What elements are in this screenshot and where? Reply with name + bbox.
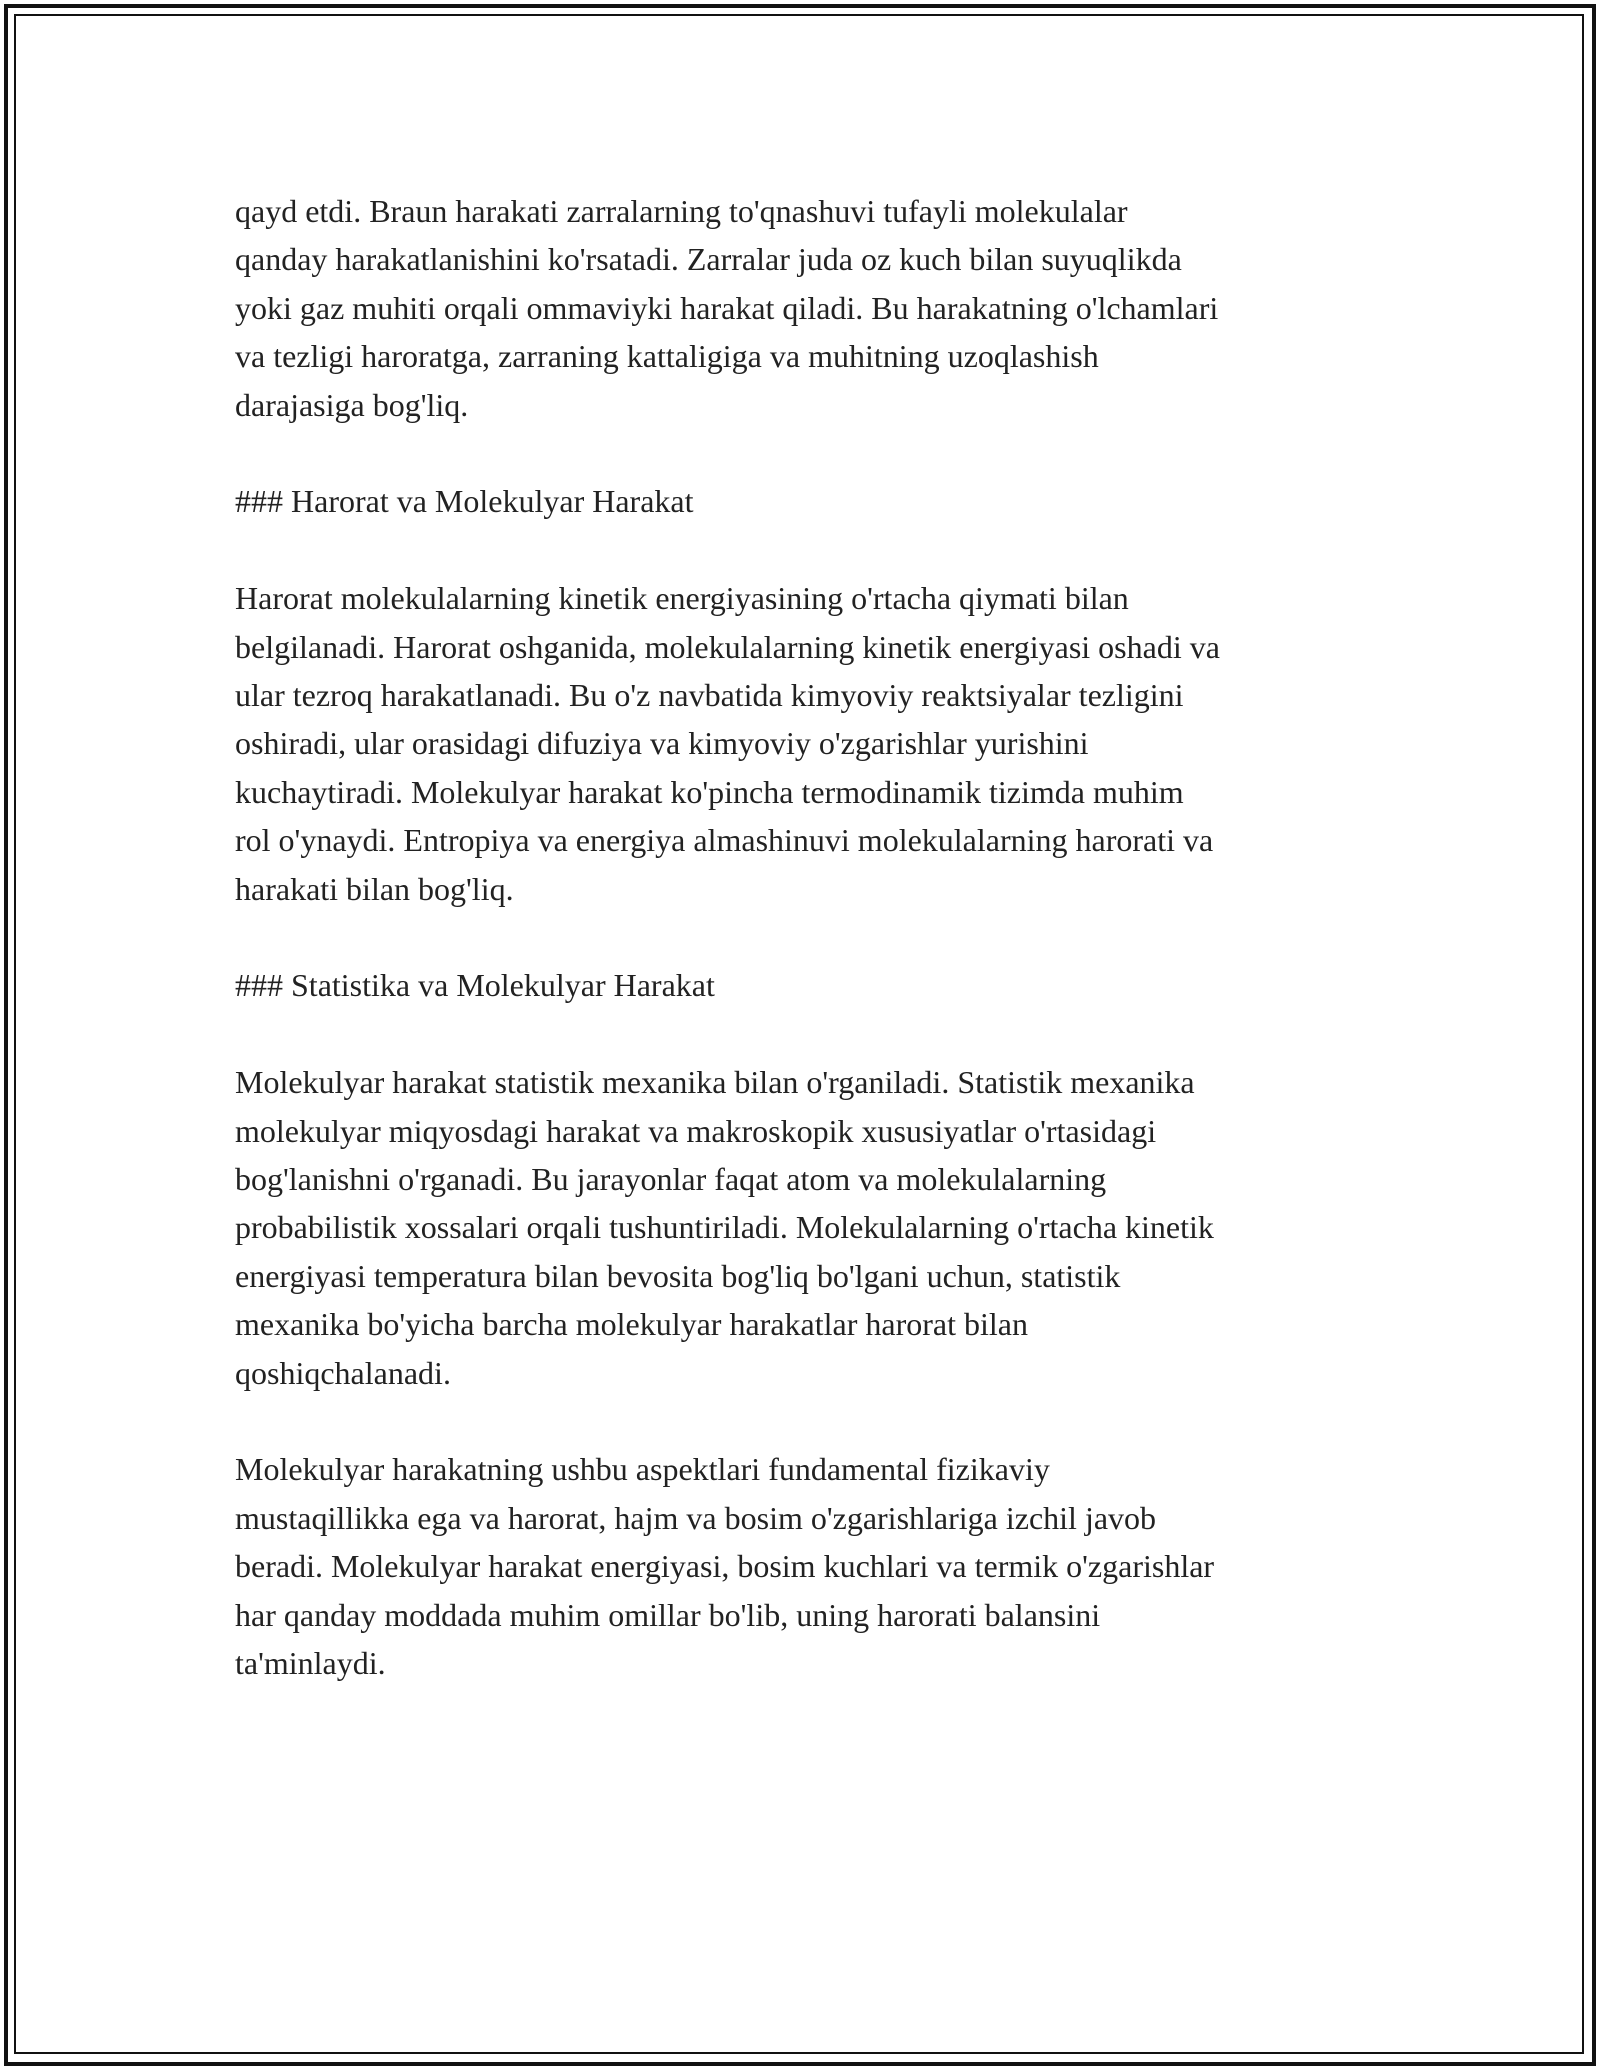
paragraph-temperature: Harorat molekulalarning kinetik energiyasining o'rtacha qiymati bilan belgilanadi. Harorat oshganida, molekulalarning kinetik energiyasi oshadi va ular tezroq harakatlanadi. Bu o'z navbatida kimyoviy reaktsiyalar tezligini oshiradi, ular orasidagi difuziya va kimyoviy o'zgarishlar yurishini kuchaytiradi. Molekulyar harakat ko'pincha termodinamik tizimda muhim rol o'ynaydi. Entropiya va energiya almashinuvi molekulalarning harorati va harakati bilan bog'liq. xyxy=(235,580,1220,907)
paragraph-gap xyxy=(235,1010,1385,1058)
paragraph-braun-motion: qayd etdi. Braun harakati zarralarning to'qnashuvi tufayli molekulalar qanday harakatlanishini ko'rsatadi. Zarralar juda oz kuch bilan suyuqlikda yoki gaz muhiti orqali ommaviyki harakat qiladi. Bu harakatning o'lchamlari va tezligi haroratga, zarraning kattaligiga va muhitning uzoqlashish darajasiga bog'liq. xyxy=(235,193,1219,423)
paragraph-conclusion: Molekulyar harakatning ushbu aspektlari fundamental fizikaviy mustaqillikka ega va harorat, hajm va bosim o'zgarishlariga izchil javob beradi. Molekulyar harakat energiyasi, bosim kuchlari va termik o'zgarishlar har qanday moddada muhim omillar bo'lib, uning harorati balansini ta'minlaydi. xyxy=(235,1451,1215,1682)
section-heading-temperature: ### Harorat va Molekulyar Harakat xyxy=(235,483,694,520)
paragraph-gap xyxy=(235,1397,1385,1445)
paragraph-gap xyxy=(235,526,1385,574)
paragraph-gap xyxy=(235,913,1385,961)
section-heading-statistics: ### Statistika va Molekulyar Harakat xyxy=(235,967,715,1004)
document-body xyxy=(235,187,1385,1688)
paragraph-statistics: Molekulyar harakat statistik mexanika bilan o'rganiladi. Statistik mexanika molekulyar miqyosdagi harakat va makroskopik xususiyatlar o'rtasidagi bog'lanishni o'rganadi. Bu jarayonlar faqat atom va molekulalarning probabilistik xossalari orqali tushuntiriladi. Molekulalarning o'rtacha kinetik energiyasi temperatura bilan bevosita bog'liq bo'lgani uchun, statistik mexanika bo'yicha barcha molekulyar harakatlar harorat bilan qoshiqchalanadi. xyxy=(235,1064,1214,1391)
paragraph-gap xyxy=(235,429,1385,477)
